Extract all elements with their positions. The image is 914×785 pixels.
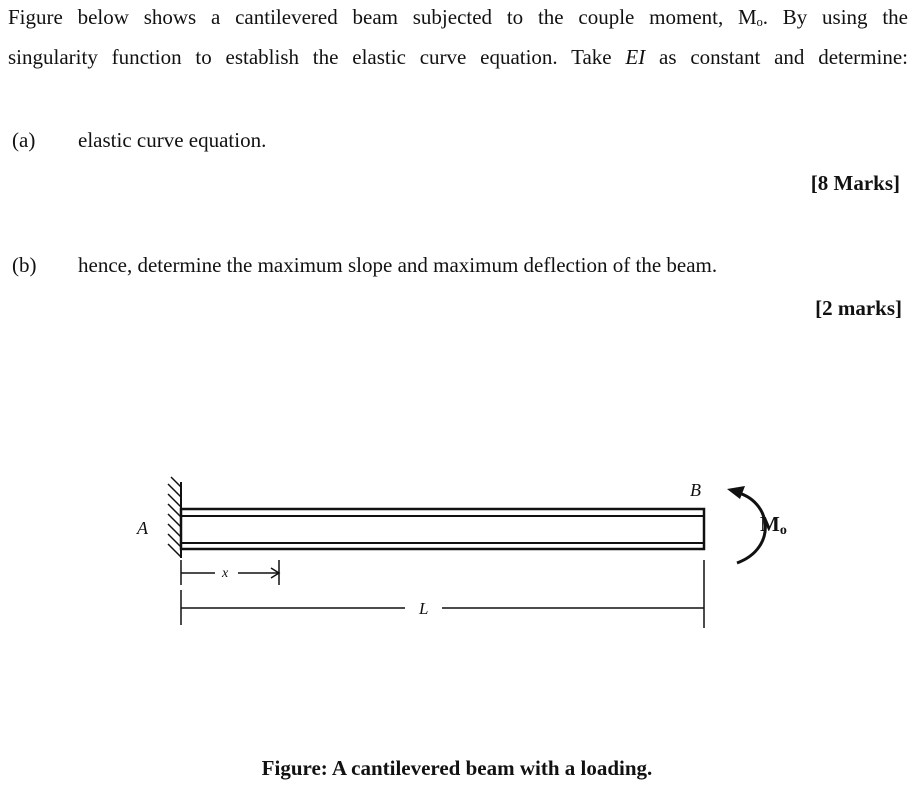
problem-intro-line-2: singularity function to establish the elastic curve equation. Take EI as constant and determine:: [8, 45, 909, 69]
x-dimension: [181, 560, 279, 585]
moment-label-subscript: o: [779, 523, 787, 538]
position-label-x: x: [222, 566, 229, 581]
moment-label: [760, 512, 787, 539]
free-end-label-b: B: [690, 480, 701, 500]
question-a-text: elastic curve equation.: [78, 128, 267, 152]
length-label-l: L: [419, 599, 429, 618]
figure-caption: Figure: A cantilevered beam with a loading.: [261, 756, 653, 780]
question-b-text: hence, determine the maximum slope and maximum deflection of the beam.: [78, 253, 718, 277]
problem-intro-line-1: Figure below shows a cantilevered beam subjected to the couple moment, Mₒ. By using the: [8, 5, 908, 29]
length-dimension: [181, 560, 704, 628]
question-b-marks: [2 marks]: [815, 296, 902, 320]
fixed-support-hatching: [168, 477, 181, 557]
support-label-a: A: [137, 518, 148, 538]
question-a-marks: [8 Marks]: [810, 171, 900, 195]
question-b-label: (b): [12, 253, 37, 277]
moment-label-main: M: [760, 512, 780, 536]
moment-arrow-head: [727, 486, 745, 499]
question-a-label: (a): [12, 128, 36, 152]
